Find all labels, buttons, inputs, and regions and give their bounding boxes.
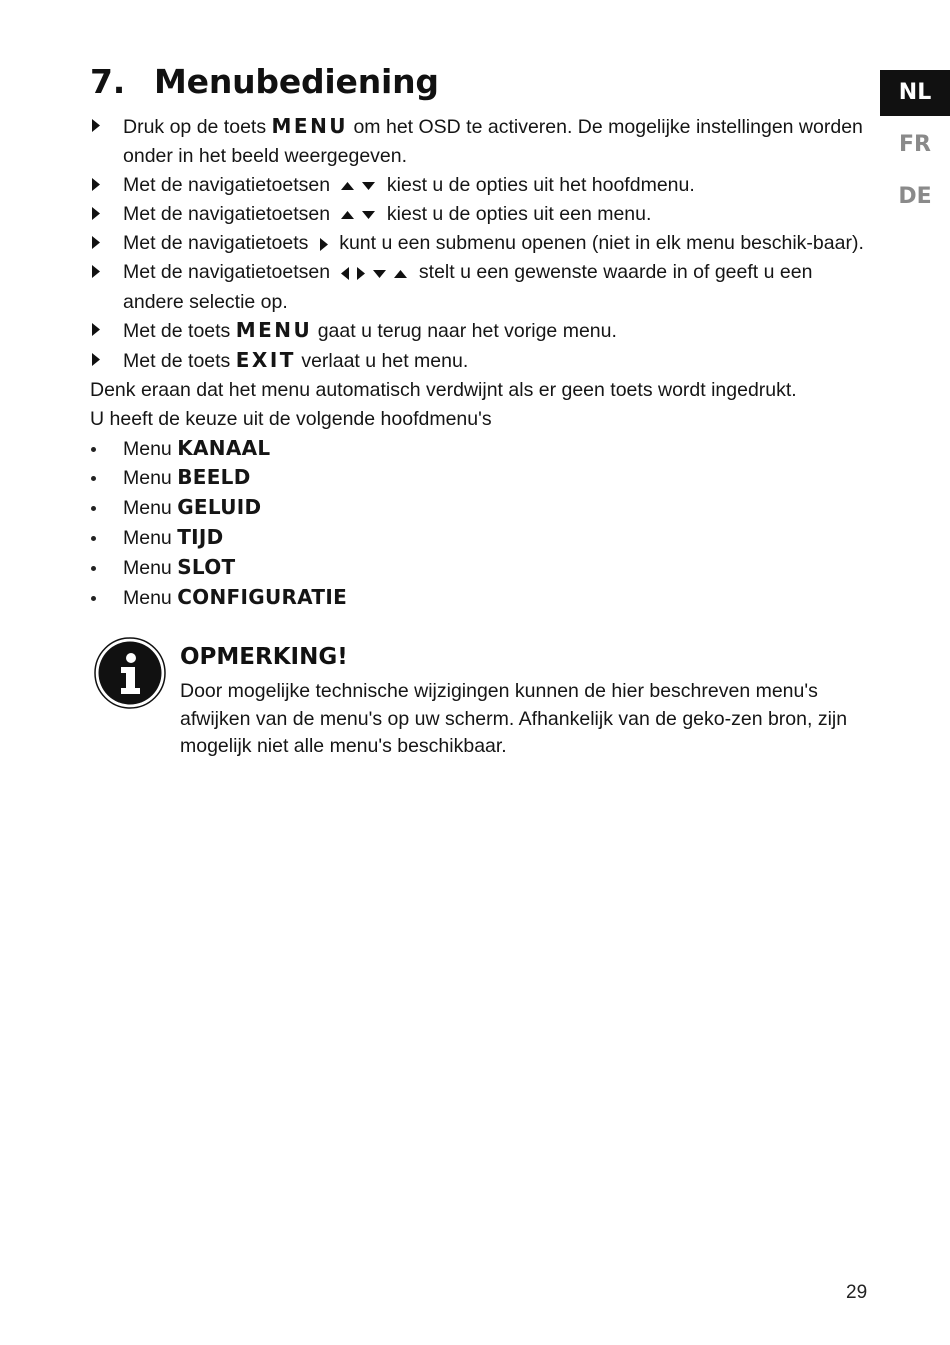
right-arrow-icon (357, 267, 365, 280)
instruction-text: Met de navigatietoetsen (123, 173, 336, 196)
triangle-bullet-icon (92, 171, 104, 200)
menu-name: BEELD (177, 465, 251, 490)
instruction-text: stelt u een gewenste waarde in of geeft u een andere selectie op. (123, 261, 813, 313)
instruction-text: kiest u de opties uit een menu. (381, 202, 652, 225)
instruction-item (90, 316, 875, 346)
instruction-text: Met de navigatietoetsen (123, 202, 336, 225)
info-icon (94, 637, 166, 709)
instruction-text: om het OSD te activeren. De mogelijke instellingen worden onder in het beeld weergegeven. (123, 116, 863, 167)
triangle-bullet-icon (92, 229, 104, 258)
triangle-bullet-shape (92, 265, 100, 278)
triangle-bullet-icon (92, 112, 104, 141)
page-number: 29 (846, 1282, 868, 1303)
instruction-item (90, 229, 875, 258)
heading-number: 7. (90, 62, 126, 101)
instruction-item (90, 258, 875, 316)
instruction-text: verlaat u het menu. (295, 350, 469, 373)
navigation-arrows (337, 171, 379, 200)
menu-prefix: Menu (123, 467, 178, 490)
triangle-bullet-shape (92, 236, 100, 249)
navigation-arrows (337, 200, 379, 229)
dot-bullet-icon (90, 523, 102, 552)
language-tabs (880, 70, 950, 226)
dot-bullet-icon (90, 463, 102, 492)
dot-bullet-icon (90, 553, 102, 582)
menu-list-item (90, 523, 875, 553)
up-arrow-icon (341, 182, 354, 190)
up-arrow-icon (341, 211, 354, 219)
dot-bullet-icon (90, 583, 102, 612)
note-text: Door mogelijke technische wijzigingen kunnen de hier beschreven menu's afwijken van de menu's op uw scherm. Afhankelijk van de geko-zen bron, zijn mogelijk niet alle menu's beschikbaar. (180, 680, 848, 757)
instruction-item (90, 112, 875, 171)
note-title: OPMERKING! (180, 644, 348, 670)
instruction-text: Met de navigatietoets (123, 232, 314, 255)
triangle-bullet-icon (92, 316, 104, 345)
menu-prefix: Menu (123, 526, 178, 549)
triangle-bullet-icon (92, 258, 104, 287)
down-arrow-icon (362, 182, 375, 190)
instruction-item (90, 346, 875, 376)
menu-list-item (90, 434, 875, 464)
instruction-text: gaat u terug naar het vorige menu. (312, 320, 617, 343)
up-arrow-icon (394, 270, 407, 278)
menu-prefix: Menu (123, 586, 178, 609)
page-heading (90, 62, 439, 101)
instruction-text: kunt u een submenu openen (niet in elk menu beschik-baar). (333, 232, 864, 255)
menu-list-item (90, 553, 875, 583)
key-label: EXIT (235, 348, 296, 373)
menu-prefix: Menu (123, 437, 178, 460)
triangle-bullet-icon (92, 346, 104, 375)
menu-name: SLOT (177, 554, 236, 579)
heading-title: Menubediening (154, 62, 439, 101)
menu-name: CONFIGURATIE (177, 584, 348, 609)
navigation-arrows (337, 259, 411, 288)
language-tab-fr[interactable]: FR (899, 132, 931, 157)
language-tab-nl[interactable]: NL (880, 70, 950, 116)
menu-list-item (90, 463, 875, 493)
instruction-item (90, 171, 875, 200)
navigation-arrows (316, 230, 332, 259)
menu-list (90, 434, 875, 613)
down-arrow-icon (373, 270, 386, 278)
triangle-bullet-shape (92, 119, 100, 132)
menu-name: TIJD (177, 524, 224, 549)
menu-name: KANAAL (177, 435, 271, 460)
instruction-text: Met de toets (123, 320, 236, 343)
language-tab-de[interactable]: DE (898, 184, 932, 209)
triangle-bullet-shape (92, 353, 100, 366)
dot-bullet-icon (90, 434, 102, 463)
menu-list-item (90, 493, 875, 523)
menu-list-item (90, 583, 875, 613)
instruction-item (90, 200, 875, 229)
key-label: MENU (271, 114, 349, 138)
note-box (90, 636, 875, 766)
menu-prefix: Menu (123, 497, 178, 520)
instruction-text: Druk op de toets (123, 116, 272, 138)
instruction-list (90, 112, 875, 376)
instruction-text: kiest u de opties uit het hoofdmenu. (381, 173, 695, 196)
instruction-text: Met de navigatietoetsen (123, 261, 336, 284)
key-label: MENU (235, 318, 313, 343)
menu-prefix: Menu (123, 556, 178, 579)
triangle-bullet-shape (92, 323, 100, 336)
triangle-bullet-shape (92, 207, 100, 220)
instruction-text: Met de toets (123, 350, 236, 373)
right-arrow-icon (320, 238, 328, 251)
triangle-bullet-icon (92, 200, 104, 229)
menus-intro-paragraph: U heeft de keuze uit de volgende hoofdmenu's (90, 407, 492, 430)
main-content (90, 112, 875, 612)
menu-name: GELUID (177, 495, 262, 520)
left-arrow-icon (341, 267, 349, 280)
auto-close-paragraph: Denk eraan dat het menu automatisch verdwijnt als er geen toets wordt ingedrukt. (90, 378, 797, 401)
triangle-bullet-shape (92, 178, 100, 191)
down-arrow-icon (362, 211, 375, 219)
dot-bullet-icon (90, 493, 102, 522)
